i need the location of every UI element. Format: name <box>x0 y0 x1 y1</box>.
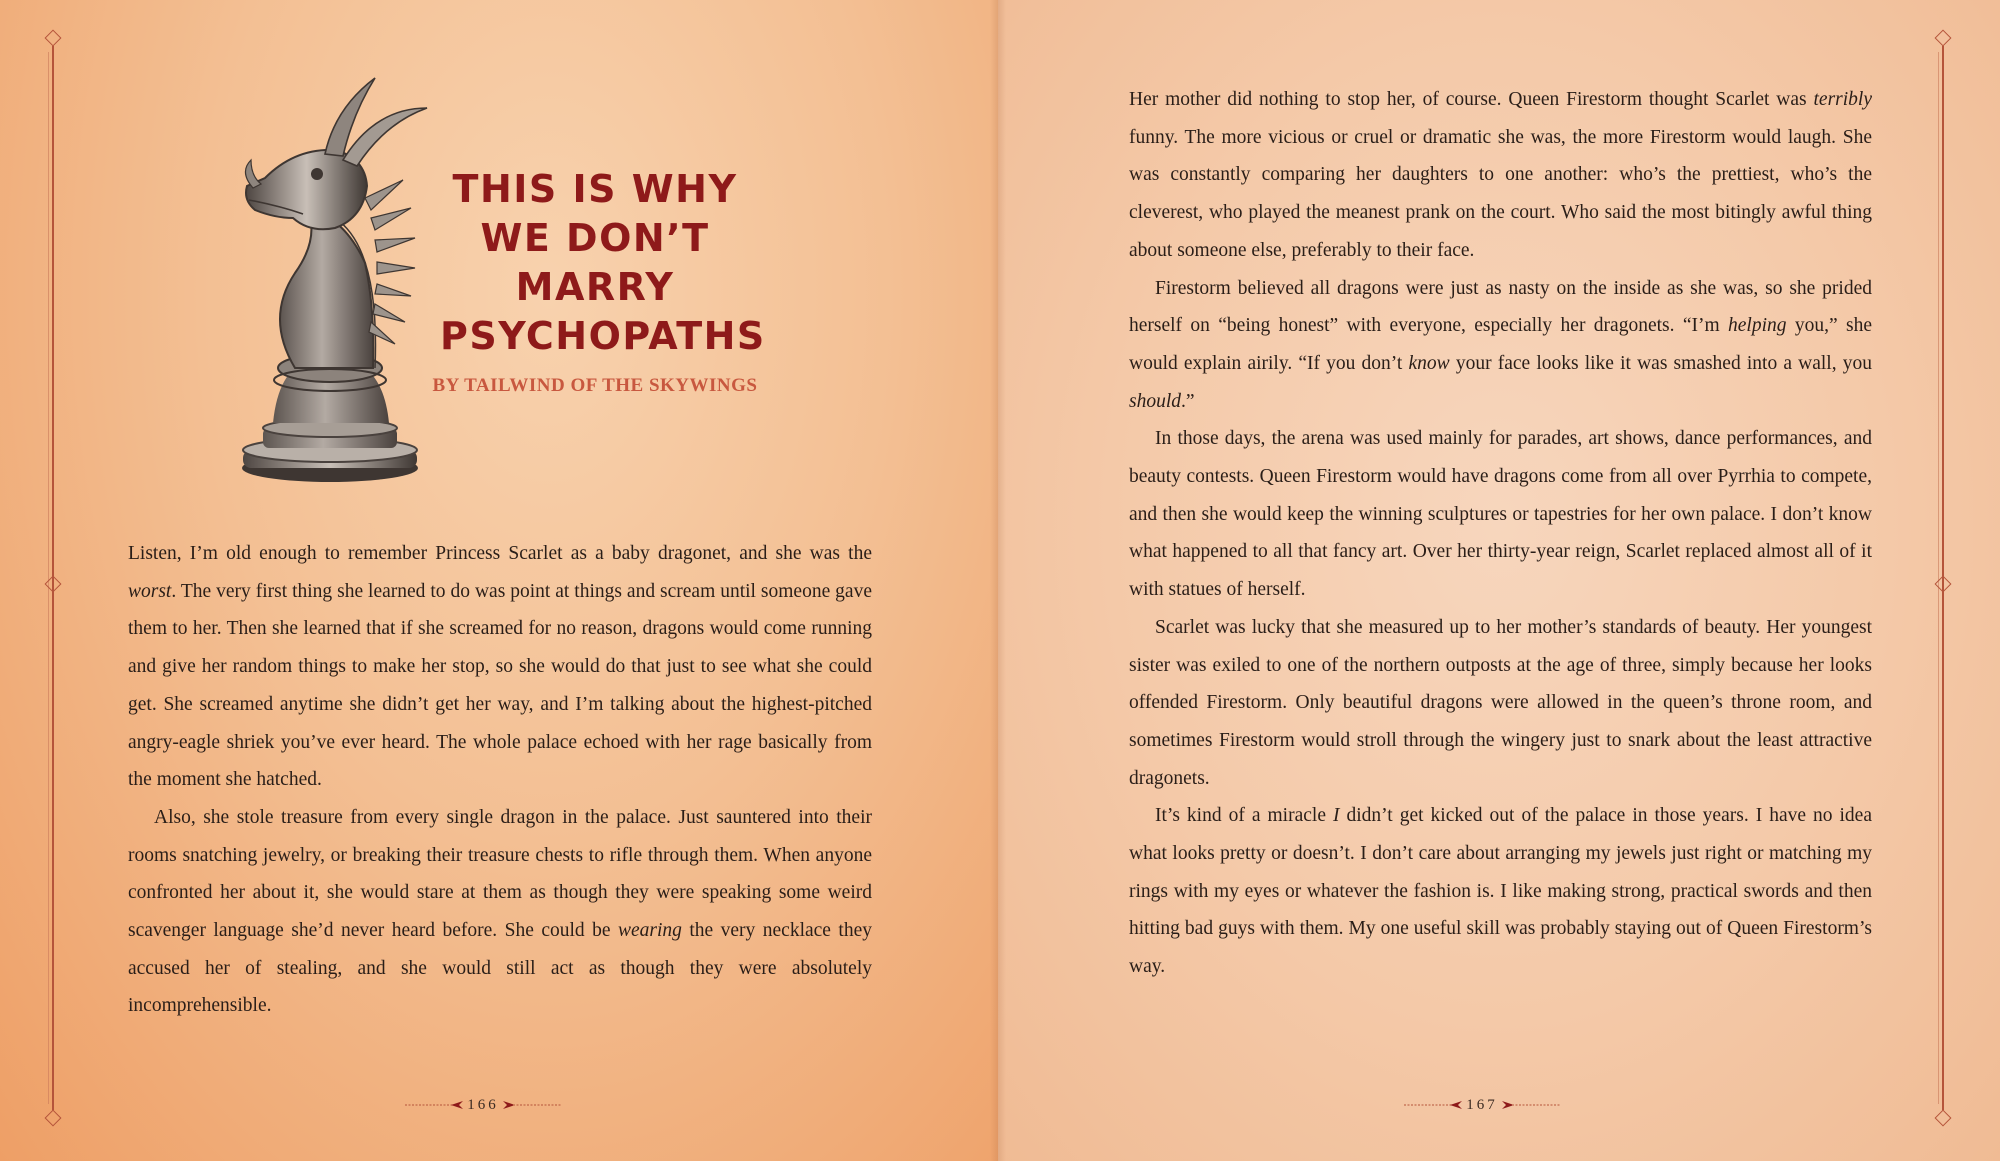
paragraph: Also, she stole treasure from every single dragon in the palace. Just sauntered into their rooms snatching jewelry, or breaking their treasure chests to rifle through them. When anyone confronted her about it, she would stare at them as though they were speaking some weird scavenger language she’d never heard before. She could be wearing the very necklace they accused her of stealing, and she would still act as though they were absolutely incomprehensible. <box>128 806 872 1017</box>
paragraph: Listen, I’m old enough to remember Princess Scarlet as a baby dragonet, and she was the worst. The very first thing she learned to do was point at things and scream until someone gave them to her. Then she learned that if she screamed for no reason, dragons would come running and give her random things to make her stop, so she would do that just to see what she could get. She screamed anytime she didn’t get her way, and I’m talking about the highest-pitched angry-eagle shriek you’ve ever heard. The whole palace echoed with her rage basically from the moment she hatched. <box>128 543 872 791</box>
title-line: THIS IS WHY <box>452 167 738 211</box>
dragon-chess-piece-icon <box>225 68 465 488</box>
paragraph: In those days, the arena was used mainly for parades, art shows, dance performances, and beauty contests. Queen Firestorm would have dragons come from all over Pyrrhia to compete, and then she would keep the winning sculptures or tapestries for her own palace. I don’t know what happened to all that fancy art. Over her thirty-year reign, Scarlet replaced almost all of it with statues of herself. <box>1129 428 1872 601</box>
folio-ornament-icon <box>1502 1100 1560 1110</box>
page-number-left <box>383 1095 583 1115</box>
byline: BY TAILWIND OF THE SKYWINGS <box>432 375 758 396</box>
title-line: MARRY <box>515 265 675 309</box>
paragraph: Scarlet was lucky that she measured up to her mother’s standards of beauty. Her youngest sister was exiled to one of the northern outposts at the age of three, simply because her looks offended Firestorm. Only beautiful dragons were allowed in the queen’s throne room, and sometimes Firestorm would stroll through the wingery just to snark about the least attractive dragonets. <box>1129 616 1872 789</box>
chapter-title <box>440 165 766 361</box>
right-border-ornament <box>1936 32 1950 1124</box>
folio-ornament-icon <box>1404 1100 1462 1110</box>
page-number: 166 <box>467 1096 499 1113</box>
title-line: WE DON’T <box>480 216 710 260</box>
left-page <box>0 0 998 1161</box>
book-gutter <box>990 0 1006 1161</box>
folio-ornament-icon <box>405 1100 463 1110</box>
left-body-text <box>128 535 872 1025</box>
paragraph: Firestorm believed all dragons were just as nasty on the inside as she was, so she prided herself on “being honest” with everyone, especially her dragonets. “I’m helping you,” she would explain airily. “If you don’t know your face looks like it was smashed into a wall, you should.” <box>1129 277 1872 412</box>
left-border-ornament <box>46 32 60 1124</box>
paragraph: Her mother did nothing to stop her, of course. Queen Firestorm thought Scarlet was terribly funny. The more vicious or cruel or dramatic she was, the more Firestorm would laugh. She was constantly comparing her daughters to one another: who’s the prettiest, who’s the cleverest, who played the meanest prank on the court. Who said the most bitingly awful thing about someone else, preferably to their face. <box>1129 89 1872 261</box>
title-line: PSYCHOPATHS <box>440 314 766 358</box>
paragraph: It’s kind of a miracle I didn’t get kicked out of the palace in those years. I have no idea what looks pretty or doesn’t. I don’t care about arranging my jewels just right or matching my rings with my eyes or whatever the fashion is. I like making strong, practical swords and then hitting bad guys with them. My one useful skill was probably staying out of Queen Firestorm’s way. <box>1129 805 1872 978</box>
page-number-right <box>1382 1095 1582 1115</box>
right-body-text <box>1129 81 1872 986</box>
right-page <box>998 0 2000 1161</box>
folio-ornament-icon <box>503 1100 561 1110</box>
page-number: 167 <box>1466 1096 1498 1113</box>
